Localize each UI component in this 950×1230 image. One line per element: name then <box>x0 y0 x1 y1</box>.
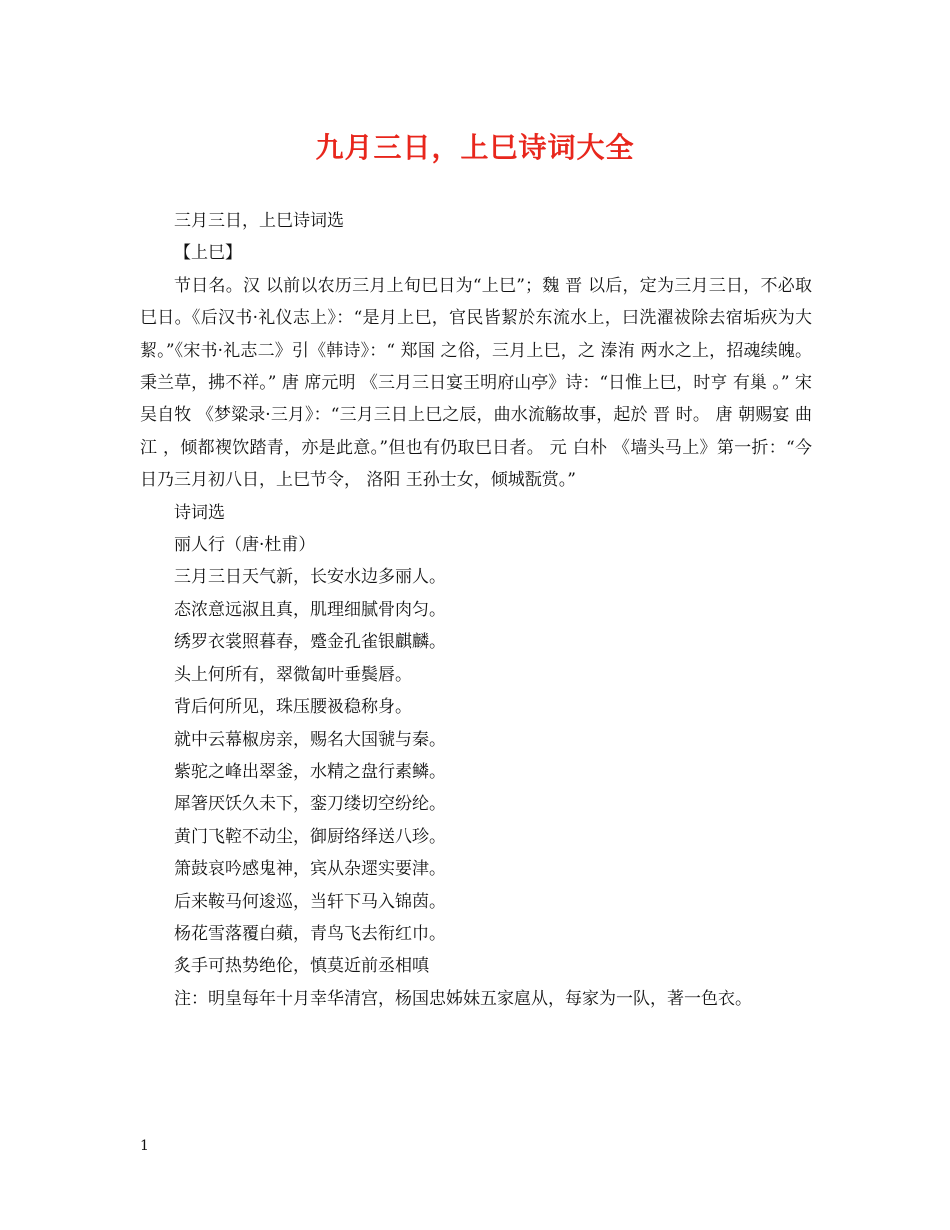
poem-lines <box>140 561 812 982</box>
page-title: 九月三日，上巳诗词大全 <box>315 131 635 164</box>
document-body <box>140 205 812 1015</box>
poem-line: 头上何所有，翠微匐叶垂鬓唇。 <box>174 664 412 685</box>
poem-line: 炙手可热势绝伦，慎莫近前丞相嗔 <box>174 956 429 977</box>
poem-line: 背后何所见，珠压腰衱稳称身。 <box>174 697 412 718</box>
poem-line: 杨花雪落覆白蘋，青鸟飞去衔红巾。 <box>174 923 446 944</box>
poem-line: 就中云幕椒房亲，赐名大国虢与秦。 <box>174 729 446 750</box>
subtitle: 三月三日，上巳诗词选 <box>174 211 344 231</box>
section-heading: 【上巳】 <box>174 243 242 264</box>
poem-line: 犀箸厌饫久未下，銮刀缕切空纷纶。 <box>174 794 446 815</box>
intro-paragraph: 节日名。汉 以前以农历三月上旬巳日为“上巳”；魏 晋 以后，定为三月三日，不必取巳日。《后汉书·礼仪志上》：“是月上巳，官民皆絜於东流水上，曰洗濯祓除去宿垢疢为大絜。”《宋书·礼志二》引《韩诗》：“ 郑国 之俗，三月上巳，之 溱洧 两水之上，招魂续魄。秉兰草，拂不祥。” 唐 席元明 《三月三日宴王明府山亭》诗：“日惟上巳，时亨 有巢 。” 宋 吴自牧 《梦粱录·三月》：“三月三日上巳之辰，曲水流觞故事，起於 晋 时。 唐 朝赐宴 曲江 ，倾都褉饮踏青，亦是此意。”但也有仍取巳日者。 元 白朴 《墙头马上》第一折：“今日乃三月初八日，上巳节令， 洛阳 王孙士女，倾城翫赏。” <box>140 275 812 491</box>
poems-heading: 诗词选 <box>174 502 225 523</box>
poem-note: 注：明皇每年十月幸华清宫，杨国忠姊妹五家扈从，每家为一队，著一色衣。 <box>174 988 752 1009</box>
poem-line: 箫鼓哀吟感鬼神，宾从杂遝实要津。 <box>174 859 446 880</box>
poem-line: 绣罗衣裳照暮春，蹙金孔雀银麒麟。 <box>174 632 446 653</box>
poem-line: 黄门飞鞚不动尘，御厨络绎送八珍。 <box>174 826 446 847</box>
page-number: 1 <box>140 1138 149 1154</box>
poem-line: 态浓意远淑且真，肌理细腻骨肉匀。 <box>174 599 446 620</box>
poem-line: 紫驼之峰出翠釜，水精之盘行素鳞。 <box>174 761 446 782</box>
poem-line: 三月三日天气新，长安水边多丽人。 <box>174 567 446 588</box>
poem-line: 后来鞍马何逡巡，当轩下马入锦茵。 <box>174 891 446 912</box>
poem-title: 丽人行（唐·杜甫） <box>174 535 316 556</box>
